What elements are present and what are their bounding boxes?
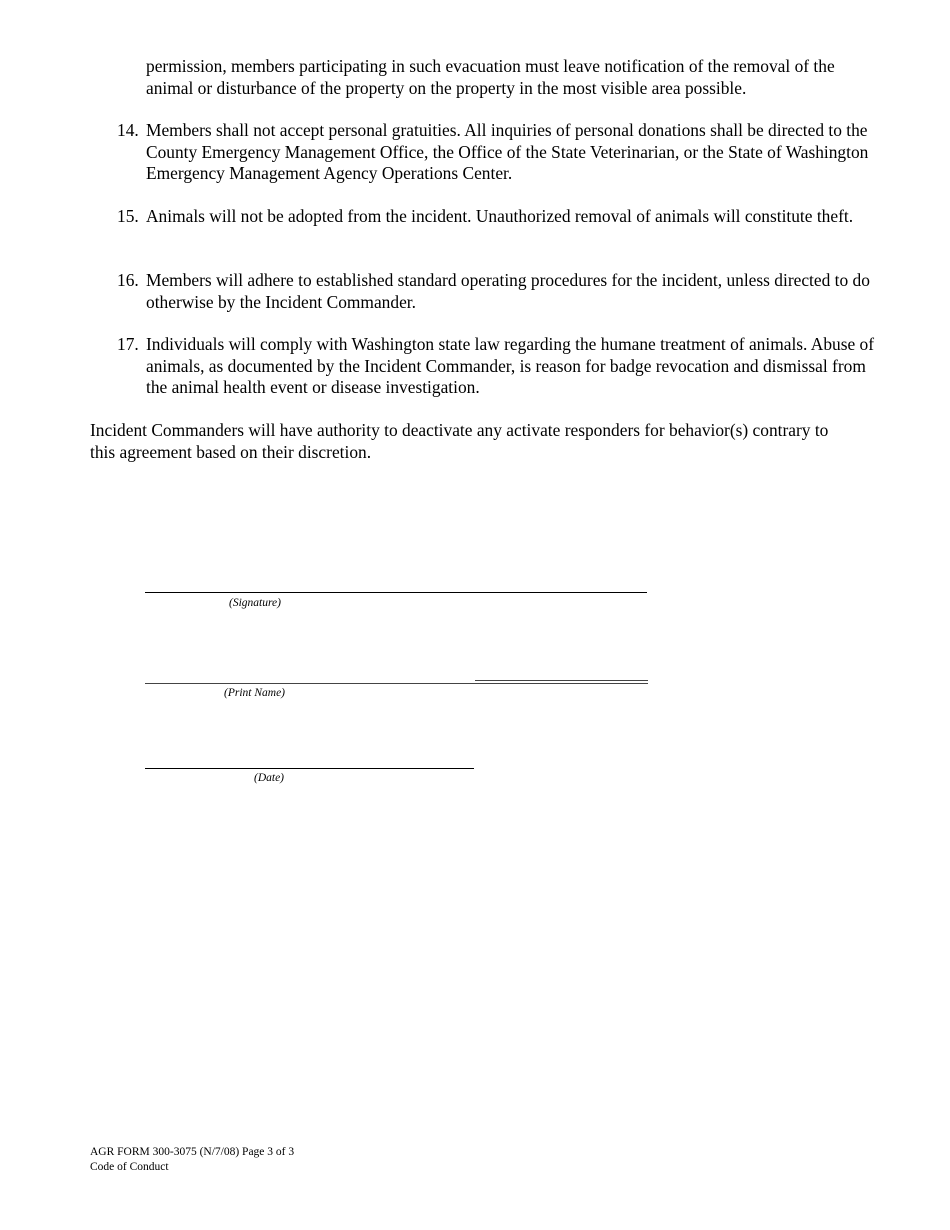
list-item-16 xyxy=(110,270,886,313)
footer-form-id: AGR FORM 300-3075 (N/7/08) Page 3 of 3 xyxy=(90,1146,295,1158)
list-item-17 xyxy=(110,334,886,399)
list-item-text: Members will adhere to established standard operating procedures for the incident, unless directed to do otherwise by the Incident Commander. xyxy=(146,270,870,312)
list-item-text: Members shall not accept personal gratuities. All inquiries of personal donations shall be directed to the County Emergency Management Office, the Office of the State Veterinarian, or the State of Washington Emergency Management Agency Operations Center. xyxy=(146,120,869,183)
list-item-number: 17. xyxy=(117,334,139,354)
continued-paragraph: permission, members participating in such evacuation must leave notification of the removal of the animal or disturbance of the property on the property in the most visible area possible. xyxy=(146,56,835,98)
closing-paragraph: Incident Commanders will have authority to deactivate any activate responders for behavior(s) contrary to this agreement based on their discretion. xyxy=(90,420,829,462)
date-label: (Date) xyxy=(254,772,285,784)
list-item-number: 14. xyxy=(117,120,139,140)
date-line[interactable] xyxy=(145,768,474,769)
list-item-15 xyxy=(110,206,886,228)
print-name-line-extra xyxy=(475,680,648,681)
list-item-number: 15. xyxy=(117,206,139,226)
list-item-number: 16. xyxy=(117,270,139,290)
footer-title: Code of Conduct xyxy=(90,1161,169,1173)
list-item-text: Animals will not be adopted from the incident. Unauthorized removal of animals will constitute theft. xyxy=(146,206,854,226)
print-name-line[interactable] xyxy=(145,683,648,684)
list-item-text: Individuals will comply with Washington state law regarding the humane treatment of animals. Abuse of animals, as documented by the Incident Commander, is reason for badge revocation and dismissal from the animal health event or disease investigation. xyxy=(146,334,875,397)
signature-label: (Signature) xyxy=(229,597,281,609)
page-footer xyxy=(90,1145,294,1175)
signature-line[interactable] xyxy=(145,592,647,593)
print-name-label: (Print Name) xyxy=(224,687,286,699)
list-item-14 xyxy=(110,120,886,185)
